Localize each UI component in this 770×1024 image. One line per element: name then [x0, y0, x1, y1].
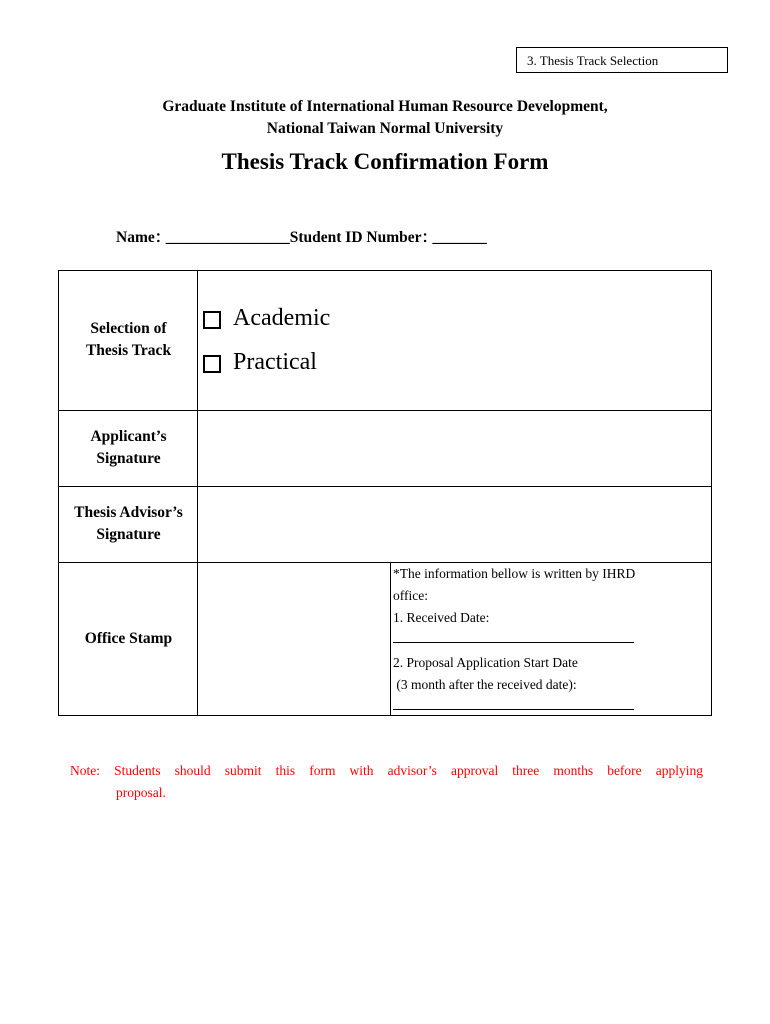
- academic-checkbox[interactable]: [203, 311, 221, 329]
- student-id-label: Student ID Number: [289, 229, 422, 246]
- option-academic[interactable]: [203, 303, 330, 333]
- submission-note-line2: proposal.: [116, 785, 166, 800]
- applicant-signature-field[interactable]: [199, 411, 711, 486]
- form-table: [58, 270, 712, 716]
- page-title: Thesis Track Confirmation Form: [221, 149, 549, 174]
- office-stamp-label-text: Office Stamp: [84, 630, 173, 647]
- advisor-signature-field[interactable]: [199, 487, 711, 562]
- office-info-block: [393, 563, 709, 710]
- advisor-signature-label: [59, 502, 198, 546]
- name-blank[interactable]: ________________: [165, 229, 290, 246]
- name-label: Name: [116, 229, 155, 246]
- option-academic-label: Academic: [233, 305, 331, 331]
- submission-note-line1: Note: Students should submit this form with advisor’s approval three months before applying: [70, 763, 703, 778]
- start-date-note: (3 month after the received date):: [393, 677, 577, 692]
- table-divider: [390, 562, 391, 715]
- university-name: National Taiwan Normal University: [266, 120, 504, 137]
- received-date-label: 1. Received Date:: [393, 610, 490, 625]
- advisor-signature-label-line1: Thesis Advisor’s: [74, 504, 183, 521]
- option-practical[interactable]: [203, 347, 317, 377]
- office-stamp-field[interactable]: [199, 563, 389, 715]
- identity-line: [116, 227, 487, 249]
- applicant-signature-label-line2: Signature: [96, 450, 161, 467]
- student-id-colon: ：: [421, 229, 438, 246]
- institute-name-line1: Graduate Institute of International Human Resource Development,: [162, 98, 608, 115]
- office-info-line1: *The information bellow is written by IHRD: [393, 566, 636, 581]
- applicant-signature-label-line1: Applicant’s: [90, 428, 167, 445]
- advisor-signature-label-line2: Signature: [96, 526, 161, 543]
- applicant-signature-label: [59, 426, 198, 470]
- received-date-blank[interactable]: [393, 629, 634, 643]
- track-selection-label: [59, 318, 198, 362]
- track-selection-label-line2: Thesis Track: [85, 342, 172, 359]
- option-practical-label: Practical: [233, 349, 317, 375]
- submission-note: [70, 760, 703, 804]
- office-info-line2: office:: [393, 588, 428, 603]
- form-section-label-text: 3. Thesis Track Selection: [527, 53, 659, 68]
- name-colon: ：: [154, 229, 171, 246]
- start-date-label: 2. Proposal Application Start Date: [393, 655, 578, 670]
- start-date-blank[interactable]: [393, 696, 634, 710]
- office-stamp-label: [59, 628, 198, 650]
- student-id-blank[interactable]: _______: [432, 229, 487, 246]
- practical-checkbox[interactable]: [203, 355, 221, 373]
- form-section-label: [516, 47, 728, 73]
- track-selection-label-line1: Selection of: [90, 320, 167, 337]
